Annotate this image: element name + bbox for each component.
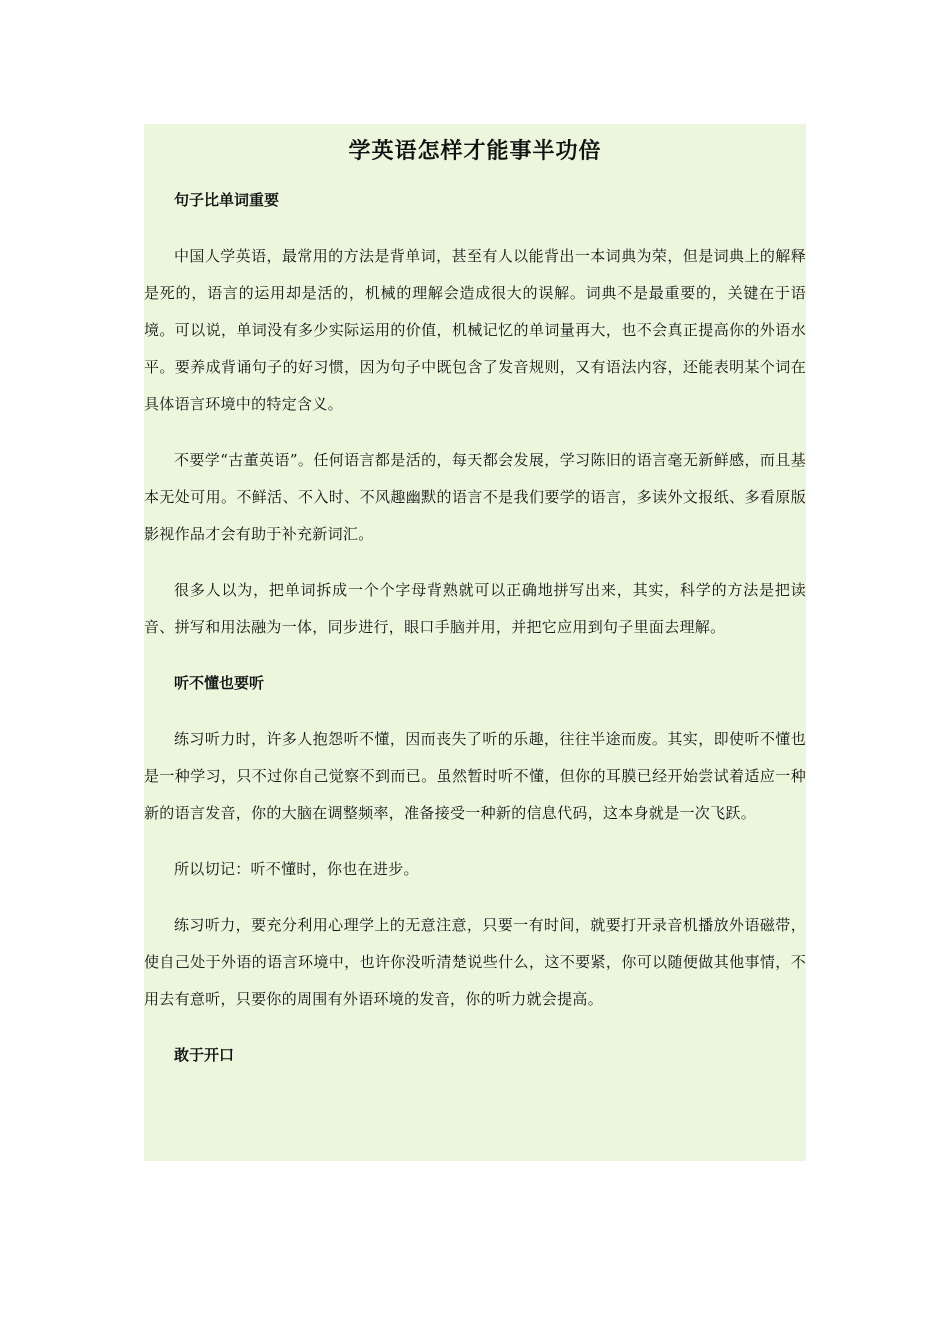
document-page [144, 124, 806, 1161]
section-heading-listening: 听不懂也要听 [174, 674, 265, 692]
paragraph: 练习听力时，许多人抱怨听不懂，因而丧失了听的乐趣，往往半途而废。其实，即使听不懂也是一种学习，只不过你自己觉察不到而已。虽然暂时听不懂，但你的耳膜已经开始尝试着适应一种新的语言发音，你的大脑在调整频率，准备接受一种新的信息代码，这本身就是一次飞跃。 [144, 730, 806, 822]
paragraph: 练习听力，要充分利用心理学上的无意注意，只要一有时间，就要打开录音机播放外语磁带，使自己处于外语的语言环境中，也许你没听清楚说些什么，这不要紧，你可以随便做其他事情，不用去有意听，只要你的周围有外语环境的发音，你的听力就会提高。 [144, 916, 806, 1008]
spacer [144, 1018, 806, 1037]
spacer [144, 832, 806, 851]
spacer [144, 888, 806, 907]
paragraph: 很多人以为，把单词拆成一个个字母背熟就可以正确地拼写出来，其实，科学的方法是把读音、拼写和用法融为一体，同步进行，眼口手脑并用，并把它应用到句子里面去理解。 [144, 581, 806, 636]
spacer [144, 553, 806, 572]
spacer [144, 219, 806, 238]
section-heading-speaking: 敢于开口 [174, 1046, 235, 1064]
paragraph: 所以切记：听不懂时，你也在进步。 [174, 860, 419, 878]
paragraph: 不要学“古董英语”。任何语言都是活的，每天都会发展，学习陈旧的语言毫无新鲜感，而且基本无处可用。不鲜活、不入时、不风趣幽默的语言不是我们要学的语言，多读外文报纸、多看原版影视作品才会有助于补充新词汇。 [144, 451, 806, 543]
section-heading-sentences: 句子比单词重要 [174, 191, 280, 209]
document-title: 学英语怎样才能事半功倍 [348, 138, 602, 164]
spacer [144, 423, 806, 442]
spacer [144, 646, 806, 665]
paragraph: 中国人学英语，最常用的方法是背单词，甚至有人以能背出一本词典为荣，但是词典上的解释是死的，语言的运用却是活的，机械的理解会造成很大的误解。词典不是最重要的，关键在于语境。可以说，单词没有多少实际运用的价值，机械记忆的单词量再大，也不会真正提高你的外语水平。要养成背诵句子的好习惯，因为句子中既包含了发音规则，又有语法内容，还能表明某个词在具体语言环境中的特定含义。 [144, 247, 806, 413]
spacer [144, 702, 806, 721]
